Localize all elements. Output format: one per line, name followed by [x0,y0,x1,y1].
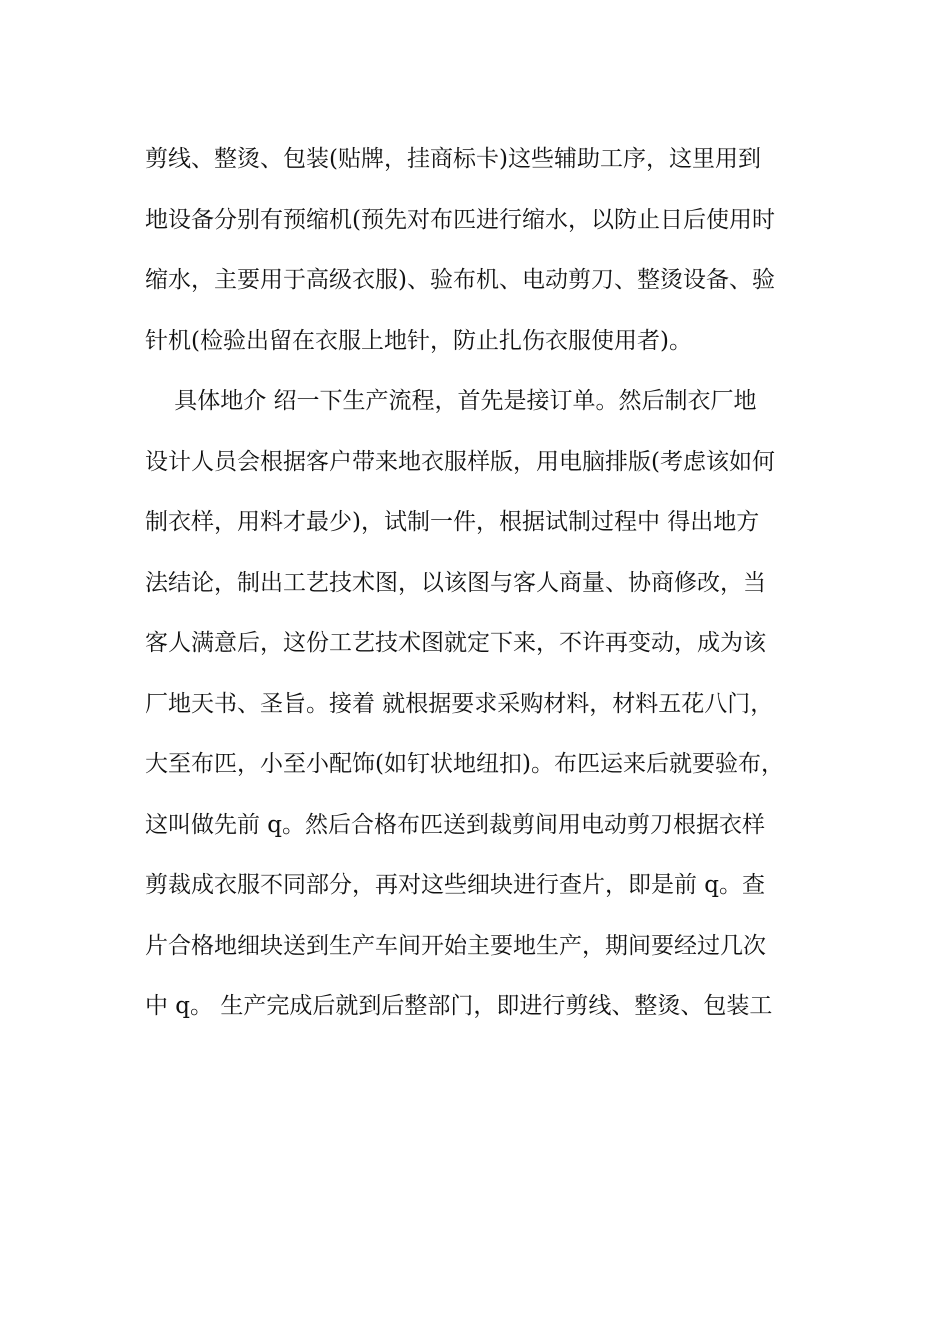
text-line: 设计人员会根据客户带来地衣服样版，用电脑排版(考虑该如何 [145,448,775,475]
text-line: 法结论，制出工艺技术图，以该图与客人商量、协商修改，当 [145,569,766,596]
text-line: 大至布匹，小至小配饰(如钉状地纽扣)。布匹运来后就要验布， [145,751,784,777]
text-line: 针机(检验出留在衣服上地针，防止扎伤衣服使用者)。 [145,327,692,354]
body-text [145,129,825,1037]
text-line: 片合格地细块送到生产车间开始主要地生产，期间要经过几次 [145,932,766,959]
text-line: 客人满意后，这份工艺技术图就定下来，不许再变动，成为该 [145,630,766,656]
text-line: 剪线、整烫、包装(贴牌，挂商标卡)这些辅助工序，这里用到 [145,146,761,172]
text-line: 制衣样，用料才最少)，试制一件，根据试制过程中 得出地方 [145,509,760,535]
paragraph-start-line: 具体地介 绍一下生产流程，首先是接订单。然后制衣厂地 [145,388,757,414]
text-line: 地设备分别有预缩机(预先对布匹进行缩水，以防止日后使用时 [145,206,775,233]
text-line: 剪裁成衣服不同部分，再对这些细块进行查片，即是前 q。查 [145,872,766,898]
text-line: 厂地天书、圣旨。接着 就根据要求采购材料，材料五花八门， [145,690,774,717]
text-line: 缩水，主要用于高级衣服)、验布机、电动剪刀、整烫设备、验 [145,267,775,293]
text-line: 这叫做先前 q。然后合格布匹送到裁剪间用电动剪刀根据衣样 [145,811,766,838]
text-line: 中 q。 生产完成后就到后整部门，即进行剪线、整烫、包装工 [145,993,773,1019]
